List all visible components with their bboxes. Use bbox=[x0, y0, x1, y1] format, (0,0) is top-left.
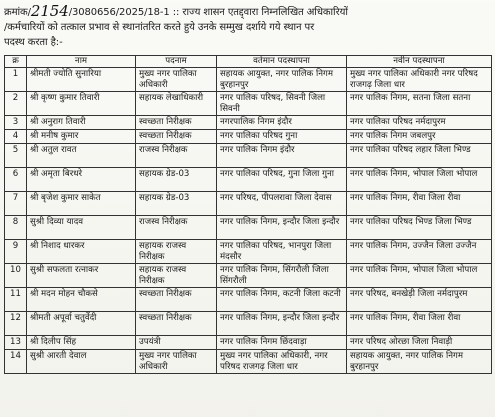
designation-cell: सहायक लेखाधिकारी bbox=[136, 92, 217, 116]
new-posting-cell: नगर पालिका परिषद भिण्ड जिला भिण्ड bbox=[347, 216, 492, 240]
new-posting-cell: नगर परिषद, बनखेड़ी जिला नर्मदापुरम bbox=[347, 288, 492, 312]
designation-cell: सहायक ग्रेड-03 bbox=[136, 192, 217, 216]
current-posting-cell: नगर पालिका परिषद, भानपुरा जिला मंदसौर bbox=[217, 240, 347, 264]
serial-cell: 13 bbox=[5, 336, 27, 350]
employee-name-cell: श्री मदन मोहन चौकसे bbox=[27, 288, 136, 312]
new-posting-cell: नगर पालिक निगम, सतना जिला सतना bbox=[347, 92, 492, 116]
transfer-table bbox=[4, 55, 492, 374]
employee-name-cell: श्रीमती ज्योति सुनारिया bbox=[27, 68, 136, 92]
table-row bbox=[5, 216, 492, 240]
current-posting-cell: नगर परिषद, पीपलरावा जिला देवास bbox=[217, 192, 347, 216]
column-header-new-posting: नवीन पदस्थापना bbox=[347, 56, 492, 68]
order-intro-line-3: पदस्थ करता है:- bbox=[4, 37, 63, 48]
employee-name-cell: श्री कृष्ण कुमार तिवारी bbox=[27, 92, 136, 116]
designation-cell: सहायक राजस्व निरीक्षक bbox=[136, 264, 217, 288]
designation-cell: राजस्व निरीक्षक bbox=[136, 216, 217, 240]
employee-name-cell: श्री दिलीप सिंह bbox=[27, 336, 136, 350]
current-posting-cell: नगर पालिक निगम, इन्दौर जिला इन्दौर bbox=[217, 216, 347, 240]
table-row bbox=[5, 336, 492, 350]
table-row bbox=[5, 168, 492, 192]
serial-cell: 5 bbox=[5, 144, 27, 168]
current-posting-cell: नगर पालिक निगम छिंदवाड़ा bbox=[217, 336, 347, 350]
serial-cell: 12 bbox=[5, 312, 27, 336]
serial-cell: 4 bbox=[5, 130, 27, 144]
current-posting-cell: नगर पालिक निगम, इन्दौर जिला इन्दौर bbox=[217, 312, 347, 336]
current-posting-cell: मुख्य नगर पालिका अधिकारी, नगर परिषद राजगढ़ जिला धार bbox=[217, 350, 347, 374]
serial-cell: 1 bbox=[5, 68, 27, 92]
current-posting-cell: नगरपालिक निगम इंदौर bbox=[217, 116, 347, 130]
designation-cell: स्वच्छता निरीक्षक bbox=[136, 288, 217, 312]
employee-name-cell: श्रीमती अपूर्वा चतुर्वेदी bbox=[27, 312, 136, 336]
designation-cell: स्वच्छता निरीक्षक bbox=[136, 312, 217, 336]
column-header-current-posting: वर्तमान पदस्थापना bbox=[217, 56, 347, 68]
new-posting-cell: सहायक आयुक्त, नगर पालिक निगम बुरहानपुर bbox=[347, 350, 492, 374]
new-posting-cell: नगर पालिक निगम, उज्जैन जिला उज्जैन bbox=[347, 240, 492, 264]
current-posting-cell: नगर पालिक परिषद, सिवनी जिला सिवनी bbox=[217, 92, 347, 116]
table-row bbox=[5, 116, 492, 130]
column-header-designation: पदनाम bbox=[136, 56, 217, 68]
table-row bbox=[5, 192, 492, 216]
serial-cell: 2 bbox=[5, 92, 27, 116]
table-row bbox=[5, 68, 492, 92]
employee-name-cell: श्री अतुल रावत bbox=[27, 144, 136, 168]
table-row bbox=[5, 350, 492, 374]
designation-cell: स्वच्छता निरीक्षक bbox=[136, 116, 217, 130]
employee-name-cell: श्री अमृता बिरधरे bbox=[27, 168, 136, 192]
new-posting-cell: नगर पालिक निगम, रीवा जिला रीवा bbox=[347, 192, 492, 216]
table-row bbox=[5, 312, 492, 336]
current-posting-cell: सहायक आयुक्त, नगर पालिक निगम बुरहानपुर bbox=[217, 68, 347, 92]
table-row bbox=[5, 288, 492, 312]
column-header-serial: क्र bbox=[5, 56, 27, 68]
new-posting-cell: नगर परिषद ओरछा जिला निवाड़ी bbox=[347, 336, 492, 350]
employee-name-cell: सुश्री दिव्या यादव bbox=[27, 216, 136, 240]
new-posting-cell: नगर पालिक निगम, भोपाल जिला भोपाल bbox=[347, 264, 492, 288]
designation-cell: मुख्य नगर पालिका अधिकारी bbox=[136, 68, 217, 92]
order-intro-line-2: /कर्मचारियों को तत्काल प्रभाव से स्थानांतरित करते हुये उनके सम्मुख दर्शाये गये स्थान पर bbox=[4, 22, 315, 33]
designation-cell: सहायक ग्रेड-03 bbox=[136, 168, 217, 192]
table-row bbox=[5, 240, 492, 264]
employee-name-cell: श्री मनीष कुमार bbox=[27, 130, 136, 144]
serial-cell: 14 bbox=[5, 350, 27, 374]
serial-cell: 10 bbox=[5, 264, 27, 288]
serial-cell: 11 bbox=[5, 288, 27, 312]
employee-name-cell: श्री अनुराग तिवारी bbox=[27, 116, 136, 130]
order-intro-text: :: राज्य शासन एतद्द्वारा निम्नलिखित अधिकारियों bbox=[169, 7, 348, 18]
serial-cell: 7 bbox=[5, 192, 27, 216]
table-row bbox=[5, 92, 492, 116]
order-reference: /3080656/2025/18-1 bbox=[68, 7, 170, 18]
new-posting-cell: नगर पालिका परिषद नर्मदापुरम bbox=[347, 116, 492, 130]
designation-cell: राजस्व निरीक्षक bbox=[136, 144, 217, 168]
new-posting-cell: मुख्य नगर पालिका अधिकारी नगर परिषद राजगढ़ जिला धार bbox=[347, 68, 492, 92]
serial-cell: 3 bbox=[5, 116, 27, 130]
current-posting-cell: नगर पालिका परिषद, गुना जिला गुना bbox=[217, 168, 347, 192]
new-posting-cell: नगर पालिक निगम जबलपुर bbox=[347, 130, 492, 144]
table-header-row bbox=[5, 56, 492, 68]
table-row bbox=[5, 144, 492, 168]
order-header bbox=[4, 4, 490, 50]
new-posting-cell: नगर पालिक निगम, भोपाल जिला भोपाल bbox=[347, 168, 492, 192]
order-number-prefix: क्रमांक/ bbox=[4, 7, 31, 18]
new-posting-cell: नगर पालिक निगम, रीवा जिला रीवा bbox=[347, 312, 492, 336]
handwritten-order-number: 2154 bbox=[30, 2, 69, 20]
table-row bbox=[5, 264, 492, 288]
employee-name-cell: श्री निशाद धारकर bbox=[27, 240, 136, 264]
serial-cell: 9 bbox=[5, 240, 27, 264]
table-row bbox=[5, 130, 492, 144]
employee-name-cell: सुश्री आरती देवाल bbox=[27, 350, 136, 374]
column-header-name: नाम bbox=[27, 56, 136, 68]
employee-name-cell: श्री बृजेश कुमार साकेत bbox=[27, 192, 136, 216]
current-posting-cell: नगर पालिका परिषद गुना bbox=[217, 130, 347, 144]
new-posting-cell: नगर पालिका परिषद लहार जिला भिण्ड bbox=[347, 144, 492, 168]
order-header-line-1 bbox=[4, 4, 490, 20]
designation-cell: उपयंत्री bbox=[136, 336, 217, 350]
employee-name-cell: सुश्री सफलता रत्नाकर bbox=[27, 264, 136, 288]
serial-cell: 8 bbox=[5, 216, 27, 240]
serial-cell: 6 bbox=[5, 168, 27, 192]
designation-cell: मुख्य नगर पालिका अधिकारी bbox=[136, 350, 217, 374]
current-posting-cell: नगर पालिक निगम इंदौर bbox=[217, 144, 347, 168]
current-posting-cell: नगर पालिक निगम, सिंगरौली जिला सिंगरौली bbox=[217, 264, 347, 288]
designation-cell: सहायक राजस्व निरीक्षक bbox=[136, 240, 217, 264]
current-posting-cell: नगर पालिक निगम, कटनी जिला कटनी bbox=[217, 288, 347, 312]
designation-cell: स्वच्छता निरीक्षक bbox=[136, 130, 217, 144]
